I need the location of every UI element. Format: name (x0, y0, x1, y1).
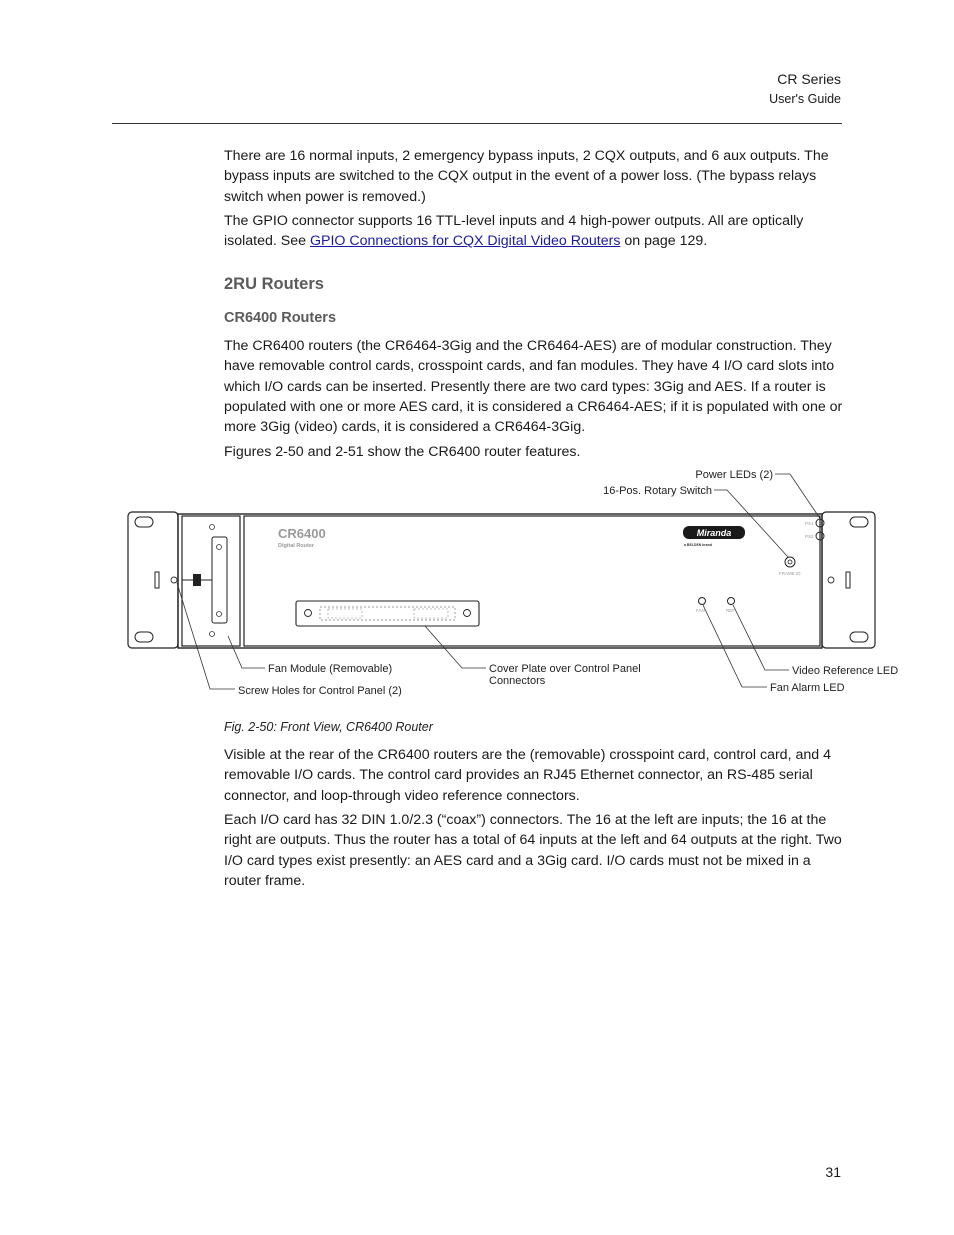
paragraph-cr6400-text: The CR6400 routers (the CR6464-3Gig and the CR6464-AES) are of modular construction. They have removable control cards, crosspoint cards, and fan modules. They have 4 I/O card slots into which I/O cards can be inserted. Presently there are two card types: 3Gig and AES. If a router is populated with one or more AES card, it is considered a CR6464-AES; if it is populated with one or more 3Gig (video) cards, it is considered a CR6464-3Gig. (224, 338, 843, 436)
router-front-view-figure (0, 460, 954, 720)
callout-cover-plate-line1: Cover Plate over Control Panel (489, 663, 641, 675)
paragraph-inputs-text: There are 16 normal inputs, 2 emergency bypass inputs, 2 CQX outputs, and 6 aux outputs. The bypass inputs are switched to the CQX output in the event of a power loss. (The bypass relays switch when power is removed.) (224, 148, 829, 205)
brand-sub-text: a BELDEN brand (684, 543, 713, 547)
panel-subtitle-label: Digital Router (278, 543, 315, 549)
panel-model-label: CR6400 (278, 526, 326, 541)
callout-rotary-switch: 16-Pos. Rotary Switch (603, 485, 712, 497)
video-reference-led (728, 598, 735, 605)
left-rack-ear (128, 512, 178, 648)
callout-leader (228, 636, 265, 668)
page-number: 31 (825, 1164, 841, 1180)
paragraph-rear-view-text: Visible at the rear of the CR6400 routers are the (removable) crosspoint card, control card, and 4 removable I/O cards. The control card provides an RJ45 Ethernet connector, an RS-485 serial connector, and loop-through video reference connectors. (224, 747, 831, 804)
screw-hole (171, 577, 177, 583)
paragraph-gpio-page-ref: on page 129. (620, 233, 708, 250)
callout-power-leds: Power LEDs (2) (695, 469, 773, 481)
paragraph-rear-view (224, 745, 844, 806)
paragraph-io-cards (224, 810, 844, 891)
callout-leader (425, 626, 486, 668)
mounting-slot (135, 632, 153, 642)
cover-plate (296, 601, 479, 626)
mounting-slot (850, 632, 868, 642)
paragraph-gpio-text: The GPIO connector supports 16 TTL-level inputs and 4 high-power outputs. All are optically isolated. See (224, 213, 804, 250)
screw-hole (828, 577, 834, 583)
screw-icon (210, 632, 215, 637)
ps1-silk-label: PS1 (805, 521, 814, 526)
ps2-silk-label: PS2 (805, 534, 814, 539)
screw-icon (305, 610, 312, 617)
callout-leader (714, 490, 788, 557)
callout-leader (177, 583, 235, 689)
section-heading-2ru-routers: 2RU Routers (224, 275, 324, 293)
fan-module-handle (212, 537, 227, 623)
paragraph-cr6400-description (224, 336, 844, 437)
paragraph-figures-text: Figures 2-50 and 2-51 show the CR6400 router features. (224, 444, 581, 460)
fan-latch (193, 574, 201, 586)
brand-logo-text: Miranda (696, 528, 732, 538)
paragraph-gpio (224, 211, 844, 252)
fan-silk-label: FAN (696, 608, 705, 613)
paragraph-io-cards-text: Each I/O card has 32 DIN 1.0/2.3 (“coax”) connectors. The 16 at the left are inputs; the 16 at the right are outputs. Thus the router has a total of 64 inputs at the left and 64 outputs at the right. Two I/O card types exist presently: an AES card and a 3Gig card. I/O cards must not be mixed in a router frame. (224, 812, 842, 889)
mounting-slot (850, 517, 868, 527)
callout-fan-module: Fan Module (Removable) (268, 663, 393, 675)
rotary-switch (785, 557, 795, 567)
running-header-title: CR Series (777, 71, 841, 87)
right-rack-ear (822, 512, 875, 648)
screw-icon (464, 610, 471, 617)
screw-icon (217, 612, 222, 617)
screw-icon (217, 545, 222, 550)
callout-fan-alarm-led: Fan Alarm LED (770, 682, 845, 694)
subsection-heading-cr6400-routers: CR6400 Routers (224, 310, 337, 326)
callout-leader (775, 474, 821, 520)
callout-leader (733, 605, 789, 670)
ear-handle-slot (846, 572, 850, 588)
ref-silk-label: REF (726, 608, 735, 613)
fan-alarm-led (699, 598, 706, 605)
callout-video-ref-led: Video Reference LED (792, 665, 899, 677)
screw-icon (210, 525, 215, 530)
callout-cover-plate-line2: Connectors (489, 675, 546, 687)
mounting-slot (135, 517, 153, 527)
callout-screw-holes: Screw Holes for Control Panel (2) (238, 685, 402, 697)
running-header-subtitle: User's Guide (769, 92, 841, 106)
frame-id-silk-label: FRAME ID (779, 571, 801, 576)
gpio-connections-link[interactable]: GPIO Connections for CQX Digital Video Routers (309, 233, 621, 250)
figure-caption: Fig. 2-50: Front View, CR6400 Router (224, 720, 433, 734)
header-rule (112, 123, 842, 124)
ear-handle-slot (155, 572, 159, 588)
paragraph-inputs (224, 146, 844, 207)
